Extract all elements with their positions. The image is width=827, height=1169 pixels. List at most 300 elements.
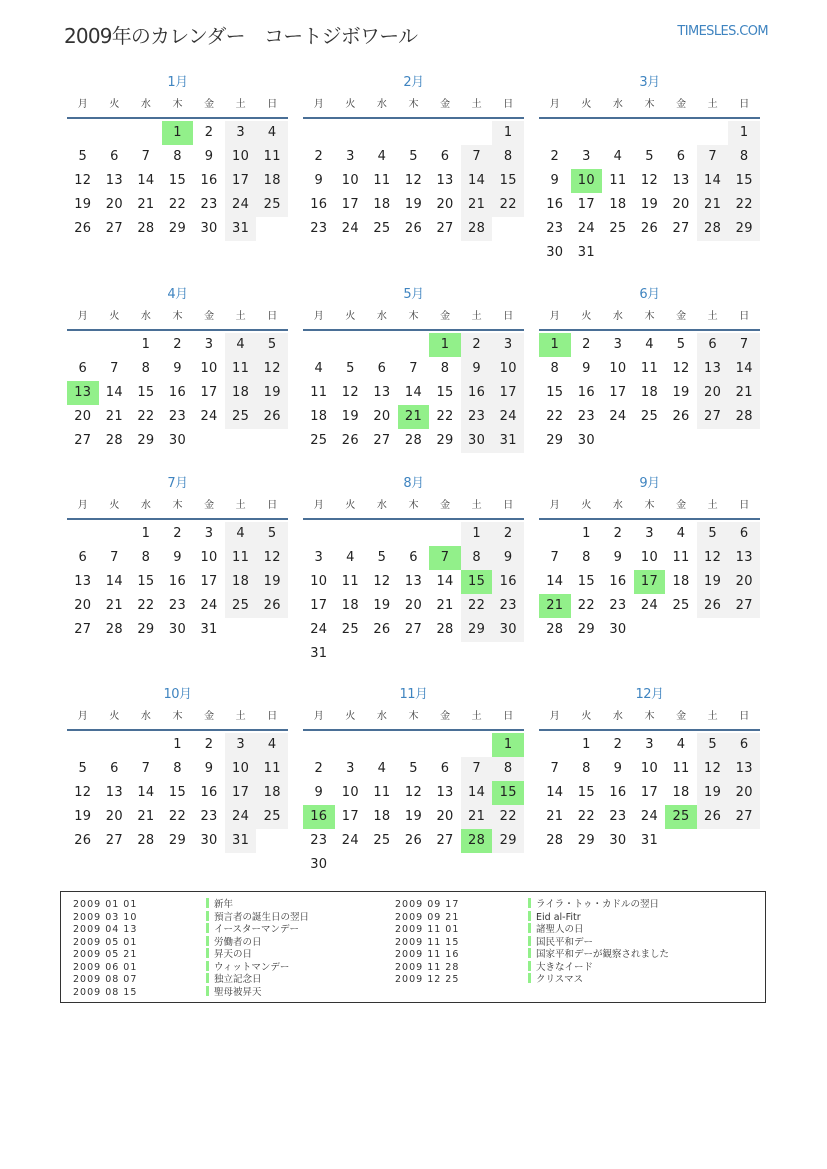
day-cell: 12 bbox=[697, 757, 729, 781]
day-cell: 31 bbox=[200, 622, 218, 637]
day-cell: 8 bbox=[492, 757, 524, 781]
day-cell: 24 bbox=[200, 598, 218, 613]
day-cell: 8 bbox=[173, 761, 182, 776]
day-grid bbox=[67, 522, 288, 642]
day-cell: 4 bbox=[676, 526, 686, 541]
day-cell: 4 bbox=[346, 550, 355, 565]
day-cell: 31 bbox=[492, 429, 524, 453]
day-cell: 5 bbox=[645, 149, 654, 164]
day-cell: 12 bbox=[640, 173, 659, 188]
day-cell: 14 bbox=[137, 173, 155, 188]
day-cell: 8 bbox=[582, 550, 591, 565]
day-cell: 11 bbox=[310, 385, 328, 400]
day-cell: 28 bbox=[137, 833, 155, 848]
day-cell: 4 bbox=[225, 333, 257, 357]
holiday-date: 2009 08 15 bbox=[73, 986, 138, 998]
holiday-date: 2009 09 17 bbox=[395, 899, 460, 910]
legend-row bbox=[73, 936, 309, 949]
day-cell: 20 bbox=[74, 409, 92, 424]
weekday-label: 日 bbox=[267, 711, 278, 722]
day-cell: 14 bbox=[546, 785, 564, 800]
day-cell: 16 bbox=[546, 197, 564, 212]
month-block bbox=[303, 72, 524, 241]
day-cell: 7 bbox=[461, 757, 493, 781]
day-cell: 21 bbox=[546, 809, 564, 824]
day-cell: 8 bbox=[582, 761, 591, 776]
legend-row bbox=[73, 923, 309, 936]
weekday-label: 金 bbox=[676, 99, 687, 110]
day-cell: 12 bbox=[256, 357, 288, 381]
weekday-label: 土 bbox=[707, 711, 718, 722]
weekday-label: 水 bbox=[140, 99, 151, 110]
day-cell: 14 bbox=[105, 385, 123, 400]
day-cell: 27 bbox=[404, 622, 423, 637]
day-cell: 9 bbox=[582, 361, 591, 376]
holiday-marker bbox=[206, 986, 209, 996]
day-cell: 12 bbox=[697, 546, 729, 570]
day-cell: 26 bbox=[74, 221, 92, 236]
weekday-label: 土 bbox=[471, 99, 482, 110]
day-cell: 4 bbox=[225, 522, 257, 546]
day-cell: 3 bbox=[204, 337, 214, 352]
weekday-label: 木 bbox=[408, 99, 419, 110]
empty-cell bbox=[67, 522, 99, 546]
weekday-label: 月 bbox=[313, 311, 324, 322]
day-cell: 18 bbox=[225, 570, 257, 594]
holiday-marker bbox=[528, 911, 531, 921]
day-cell: 27 bbox=[672, 221, 690, 236]
day-cell: 22 bbox=[492, 193, 524, 217]
weekday-label: 水 bbox=[612, 311, 623, 322]
day-cell: 23 bbox=[168, 409, 187, 424]
day-cell: 7 bbox=[110, 550, 119, 565]
day-cell: 23 bbox=[310, 833, 328, 848]
day-cell: 8 bbox=[141, 361, 151, 376]
holiday-name: 預言者の誕生日の翌日 bbox=[214, 911, 310, 923]
day-cell: 31 bbox=[225, 829, 257, 853]
day-cell: 13 bbox=[436, 785, 454, 800]
holiday-date: 2009 11 16 bbox=[395, 949, 460, 960]
weekday-label: 水 bbox=[612, 500, 623, 511]
weekday-label: 火 bbox=[581, 711, 592, 722]
day-cell: 27 bbox=[74, 433, 92, 448]
holiday-day: 10 bbox=[571, 169, 603, 193]
empty-cell bbox=[335, 522, 367, 546]
day-cell: 2 bbox=[173, 526, 182, 541]
weekday-label: 火 bbox=[109, 311, 120, 322]
day-cell: 23 bbox=[310, 221, 328, 236]
day-cell: 8 bbox=[440, 361, 450, 376]
day-cell: 20 bbox=[697, 381, 729, 405]
holiday-marker bbox=[528, 973, 531, 983]
holiday-date: 2009 05 01 bbox=[73, 936, 138, 948]
empty-cell bbox=[366, 733, 398, 757]
day-cell: 14 bbox=[404, 385, 423, 400]
weekday-header bbox=[539, 305, 760, 331]
day-cell: 12 bbox=[373, 574, 391, 589]
day-cell: 6 bbox=[440, 761, 450, 776]
day-cell: 14 bbox=[461, 169, 493, 193]
day-cell: 24 bbox=[225, 805, 257, 829]
month-name: 3月 bbox=[639, 75, 660, 90]
day-cell: 25 bbox=[672, 598, 690, 613]
day-cell: 16 bbox=[609, 785, 627, 800]
day-cell: 11 bbox=[640, 361, 659, 376]
day-cell: 23 bbox=[609, 598, 627, 613]
day-cell: 17 bbox=[341, 197, 359, 212]
month-block bbox=[303, 284, 524, 453]
day-cell: 11 bbox=[373, 785, 391, 800]
day-cell: 3 bbox=[225, 121, 257, 145]
holiday-name: 大きなイード bbox=[536, 961, 594, 973]
day-cell: 18 bbox=[373, 197, 391, 212]
day-cell: 1 bbox=[492, 121, 524, 145]
day-cell: 22 bbox=[546, 409, 564, 424]
day-cell: 3 bbox=[645, 526, 654, 541]
holiday-marker bbox=[206, 948, 209, 958]
holiday-date: 2009 11 28 bbox=[395, 961, 460, 973]
day-cell: 4 bbox=[377, 149, 387, 164]
day-cell: 22 bbox=[436, 409, 454, 424]
legend-column-2 bbox=[395, 898, 669, 986]
day-cell: 29 bbox=[546, 433, 564, 448]
day-cell: 26 bbox=[697, 805, 729, 829]
day-cell: 3 bbox=[645, 737, 654, 752]
page-title: 2009年のカレンダー コートジボワール bbox=[64, 24, 418, 48]
weekday-label: 火 bbox=[345, 311, 356, 322]
day-cell: 15 bbox=[577, 785, 595, 800]
weekday-label: 木 bbox=[644, 711, 655, 722]
day-cell: 29 bbox=[577, 622, 595, 637]
empty-cell bbox=[602, 121, 634, 145]
weekday-label: 金 bbox=[676, 711, 687, 722]
day-cell: 21 bbox=[137, 197, 155, 212]
day-cell: 22 bbox=[492, 805, 524, 829]
day-cell: 5 bbox=[78, 761, 88, 776]
day-cell: 16 bbox=[168, 385, 187, 400]
day-cell: 26 bbox=[404, 833, 423, 848]
day-cell: 25 bbox=[640, 409, 659, 424]
weekday-label: 金 bbox=[204, 711, 215, 722]
empty-cell bbox=[303, 333, 335, 357]
day-cell: 9 bbox=[204, 149, 214, 164]
day-cell: 6 bbox=[728, 522, 760, 546]
weekday-label: 日 bbox=[503, 500, 514, 511]
day-cell: 17 bbox=[225, 169, 257, 193]
holiday-day: 13 bbox=[67, 381, 99, 405]
day-cell: 19 bbox=[640, 197, 659, 212]
empty-cell bbox=[429, 733, 461, 757]
day-cell: 19 bbox=[404, 197, 423, 212]
month-name: 6月 bbox=[639, 287, 660, 302]
day-cell: 2 bbox=[204, 125, 214, 140]
day-cell: 5 bbox=[409, 149, 418, 164]
day-cell: 5 bbox=[78, 149, 88, 164]
weekday-label: 水 bbox=[376, 711, 387, 722]
day-cell: 13 bbox=[728, 757, 760, 781]
day-cell: 15 bbox=[436, 385, 454, 400]
weekday-label: 月 bbox=[549, 99, 560, 110]
day-grid bbox=[303, 522, 524, 666]
day-cell: 26 bbox=[256, 405, 288, 429]
weekday-label: 水 bbox=[612, 99, 623, 110]
weekday-label: 火 bbox=[109, 711, 120, 722]
legend-row bbox=[73, 911, 309, 924]
day-cell: 8 bbox=[550, 361, 560, 376]
day-cell: 9 bbox=[204, 761, 214, 776]
weekday-label: 月 bbox=[77, 711, 88, 722]
day-cell: 6 bbox=[697, 333, 729, 357]
day-cell: 9 bbox=[314, 173, 324, 188]
weekday-label: 火 bbox=[581, 311, 592, 322]
day-cell: 28 bbox=[404, 433, 423, 448]
empty-cell bbox=[539, 121, 571, 145]
weekday-label: 土 bbox=[235, 500, 246, 511]
weekday-label: 日 bbox=[267, 99, 278, 110]
weekday-label: 火 bbox=[345, 99, 356, 110]
day-cell: 2 bbox=[173, 337, 182, 352]
day-cell: 14 bbox=[436, 574, 454, 589]
day-grid bbox=[539, 121, 760, 265]
day-cell: 17 bbox=[200, 574, 218, 589]
day-cell: 10 bbox=[341, 173, 359, 188]
holiday-name: ライラ・トゥ・カドルの翌日 bbox=[536, 899, 659, 910]
day-cell: 2 bbox=[613, 737, 623, 752]
day-cell: 6 bbox=[78, 550, 88, 565]
day-cell: 14 bbox=[546, 574, 564, 589]
weekday-header bbox=[67, 305, 288, 331]
day-cell: 3 bbox=[314, 550, 324, 565]
weekday-label: 金 bbox=[204, 500, 215, 511]
day-cell: 14 bbox=[105, 574, 123, 589]
day-cell: 28 bbox=[697, 217, 729, 241]
empty-cell bbox=[366, 121, 398, 145]
day-cell: 17 bbox=[200, 385, 218, 400]
day-cell: 30 bbox=[200, 221, 218, 236]
holiday-day: 16 bbox=[303, 805, 335, 829]
day-cell: 5 bbox=[256, 333, 288, 357]
empty-cell bbox=[398, 733, 430, 757]
day-cell: 11 bbox=[256, 145, 288, 169]
day-cell: 9 bbox=[613, 761, 623, 776]
month-name: 11月 bbox=[399, 687, 428, 702]
weekday-label: 金 bbox=[204, 99, 215, 110]
weekday-label: 金 bbox=[440, 311, 451, 322]
holiday-day: 1 bbox=[162, 121, 194, 145]
day-cell: 25 bbox=[310, 433, 328, 448]
day-cell: 17 bbox=[609, 385, 627, 400]
day-cell: 24 bbox=[341, 221, 359, 236]
weekday-label: 月 bbox=[77, 500, 88, 511]
day-cell: 6 bbox=[110, 761, 119, 776]
holiday-date: 2009 08 07 bbox=[73, 974, 138, 985]
holiday-marker bbox=[528, 961, 531, 971]
day-cell: 30 bbox=[168, 433, 187, 448]
weekday-label: 水 bbox=[140, 711, 151, 722]
day-cell: 9 bbox=[173, 361, 182, 376]
day-cell: 16 bbox=[310, 197, 328, 212]
day-cell: 31 bbox=[310, 646, 328, 661]
day-cell: 23 bbox=[200, 809, 218, 824]
weekday-header bbox=[539, 705, 760, 731]
day-cell: 15 bbox=[168, 785, 187, 800]
day-cell: 20 bbox=[672, 197, 690, 212]
holiday-name: 独立記念日 bbox=[214, 974, 262, 985]
holiday-day: 25 bbox=[665, 805, 697, 829]
legend-row bbox=[73, 973, 309, 986]
empty-cell bbox=[130, 121, 162, 145]
weekday-label: 木 bbox=[172, 311, 183, 322]
weekday-header bbox=[303, 494, 524, 520]
holiday-marker bbox=[206, 961, 209, 971]
day-cell: 1 bbox=[461, 522, 493, 546]
day-cell: 30 bbox=[577, 433, 595, 448]
holiday-name: 国民平和デー bbox=[536, 936, 594, 948]
day-cell: 14 bbox=[697, 169, 729, 193]
day-cell: 29 bbox=[461, 618, 493, 642]
day-cell: 21 bbox=[461, 805, 493, 829]
day-cell: 22 bbox=[461, 594, 493, 618]
month-name: 10月 bbox=[163, 687, 192, 702]
day-cell: 29 bbox=[137, 622, 155, 637]
site-link[interactable]: TIMESLES.COM bbox=[677, 24, 768, 39]
day-cell: 19 bbox=[404, 809, 423, 824]
empty-cell bbox=[130, 733, 162, 757]
legend-row bbox=[395, 961, 669, 974]
day-cell: 25 bbox=[256, 805, 288, 829]
day-cell: 16 bbox=[461, 381, 493, 405]
day-cell: 2 bbox=[314, 761, 324, 776]
day-cell: 17 bbox=[492, 381, 524, 405]
weekday-label: 金 bbox=[204, 311, 215, 322]
day-cell: 29 bbox=[436, 433, 454, 448]
weekday-label: 火 bbox=[345, 711, 356, 722]
day-cell: 14 bbox=[728, 357, 760, 381]
day-cell: 3 bbox=[613, 337, 623, 352]
holiday-day: 21 bbox=[539, 594, 571, 618]
weekday-label: 水 bbox=[376, 311, 387, 322]
day-cell: 1 bbox=[582, 526, 591, 541]
day-cell: 1 bbox=[141, 337, 151, 352]
weekday-label: 土 bbox=[471, 500, 482, 511]
day-cell: 19 bbox=[697, 570, 729, 594]
day-cell: 28 bbox=[137, 221, 155, 236]
day-cell: 11 bbox=[225, 357, 257, 381]
weekday-label: 土 bbox=[707, 311, 718, 322]
empty-cell bbox=[539, 733, 571, 757]
holiday-day: 28 bbox=[461, 829, 493, 853]
empty-cell bbox=[398, 333, 430, 357]
day-cell: 16 bbox=[200, 173, 218, 188]
day-cell: 27 bbox=[105, 221, 123, 236]
holiday-marker bbox=[528, 936, 531, 946]
weekday-label: 土 bbox=[707, 99, 718, 110]
day-cell: 24 bbox=[341, 833, 359, 848]
day-cell: 30 bbox=[461, 429, 493, 453]
day-cell: 20 bbox=[436, 809, 454, 824]
day-cell: 19 bbox=[672, 385, 690, 400]
day-cell: 10 bbox=[310, 574, 328, 589]
day-cell: 29 bbox=[577, 833, 595, 848]
weekday-header bbox=[67, 494, 288, 520]
legend-row bbox=[73, 961, 309, 974]
day-cell: 26 bbox=[672, 409, 690, 424]
day-cell: 8 bbox=[173, 149, 182, 164]
empty-cell bbox=[697, 121, 729, 145]
day-cell: 15 bbox=[577, 574, 595, 589]
day-cell: 20 bbox=[373, 409, 391, 424]
weekday-label: 日 bbox=[503, 711, 514, 722]
day-cell: 12 bbox=[256, 546, 288, 570]
empty-cell bbox=[665, 121, 697, 145]
day-cell: 6 bbox=[377, 361, 387, 376]
day-cell: 8 bbox=[492, 145, 524, 169]
day-cell: 18 bbox=[609, 197, 627, 212]
holiday-marker bbox=[528, 898, 531, 908]
day-cell: 26 bbox=[404, 221, 423, 236]
month-name: 12月 bbox=[635, 687, 664, 702]
day-cell: 31 bbox=[577, 245, 595, 260]
month-name: 9月 bbox=[639, 476, 660, 491]
day-cell: 7 bbox=[409, 361, 418, 376]
day-cell: 17 bbox=[225, 781, 257, 805]
day-cell: 13 bbox=[697, 357, 729, 381]
day-cell: 25 bbox=[225, 594, 257, 618]
empty-cell bbox=[303, 121, 335, 145]
day-cell: 14 bbox=[137, 785, 155, 800]
day-cell: 31 bbox=[640, 833, 659, 848]
day-cell: 10 bbox=[200, 550, 218, 565]
day-cell: 18 bbox=[256, 781, 288, 805]
weekday-label: 月 bbox=[77, 311, 88, 322]
day-cell: 18 bbox=[672, 574, 690, 589]
weekday-label: 土 bbox=[471, 711, 482, 722]
day-cell: 9 bbox=[461, 357, 493, 381]
weekday-header bbox=[303, 305, 524, 331]
day-cell: 18 bbox=[310, 409, 328, 424]
day-cell: 10 bbox=[640, 761, 659, 776]
weekday-label: 金 bbox=[440, 99, 451, 110]
weekday-label: 木 bbox=[172, 500, 183, 511]
day-cell: 28 bbox=[546, 622, 564, 637]
weekday-label: 日 bbox=[739, 711, 750, 722]
holiday-date: 2009 03 10 bbox=[73, 911, 138, 923]
day-cell: 11 bbox=[672, 550, 690, 565]
day-cell: 28 bbox=[105, 433, 123, 448]
empty-cell bbox=[303, 733, 335, 757]
empty-cell bbox=[99, 121, 131, 145]
weekday-label: 木 bbox=[408, 711, 419, 722]
day-cell: 27 bbox=[436, 833, 454, 848]
weekday-label: 土 bbox=[235, 711, 246, 722]
day-cell: 21 bbox=[461, 193, 493, 217]
day-cell: 10 bbox=[225, 757, 257, 781]
day-cell: 19 bbox=[74, 197, 92, 212]
empty-cell bbox=[335, 733, 367, 757]
day-cell: 18 bbox=[225, 381, 257, 405]
day-grid bbox=[67, 733, 288, 853]
month-name: 8月 bbox=[403, 476, 424, 491]
holiday-marker bbox=[528, 923, 531, 933]
holiday-day: 15 bbox=[492, 781, 524, 805]
day-cell: 24 bbox=[609, 409, 627, 424]
holiday-marker bbox=[206, 973, 209, 983]
day-cell: 18 bbox=[256, 169, 288, 193]
day-cell: 21 bbox=[137, 809, 155, 824]
day-cell: 7 bbox=[110, 361, 119, 376]
day-cell: 5 bbox=[697, 733, 729, 757]
holiday-marker bbox=[206, 898, 209, 908]
